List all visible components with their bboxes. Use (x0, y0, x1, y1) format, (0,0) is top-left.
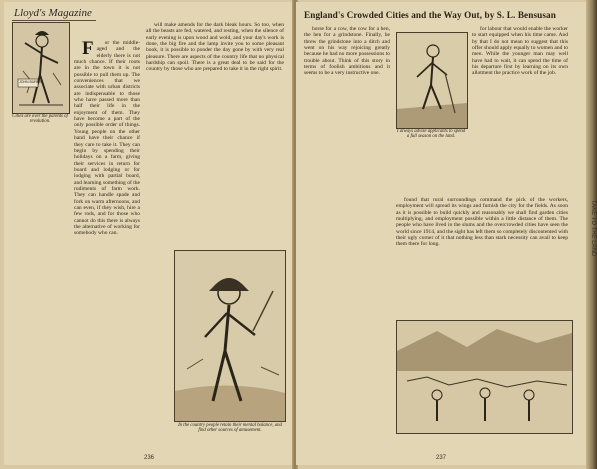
right-column-1 (304, 26, 390, 446)
edge-side-label: TAKE TO THE LAND (590, 200, 596, 257)
right-col2-text: for labour that would enable the worker to start equipped when his time came. And by that I do not mean to suggest that this offer should apply equally to women and to men. While the younger man may well have had to wait, it can spend the time of his departure first by learning on its own allotment the practice work of the job. (472, 26, 568, 77)
right-page (296, 2, 586, 465)
right-col3-text: found that rural surroundings command the pick of the workers, employment will spread its wings and furnish the city for the fields. As soon as it is possible to build quickly and reasonably we shall find garden cities multiplying, and employment possible within a little distance of them. The people who have lived in the slums and the overcrowded cities have seen the world since 1914, and the sight has left them so completely discontented with their ugly corner of it that nothing less than stark necessity can avail to keep them there for long. (396, 197, 568, 248)
illustration-drawing (13, 23, 69, 113)
page-number-left: 236 (144, 455, 155, 461)
illustration-drawing-worker (397, 33, 467, 128)
illustration-drawing-country (175, 251, 285, 421)
figure-caption-worker: I always advise applicants to spend a full season on the land. (396, 129, 466, 140)
figure-caption-country: In the country people retain their mental balance, and find other sources of amusement. (178, 423, 282, 434)
illustration-drawing-street (397, 321, 572, 433)
article-title: England's Crowded Cities and the Way Out, by S. L. Bensusan (304, 10, 556, 20)
left-col2-text: will make amends for the dark bleak hours. So too, when all the beasts are fed, watered, and resting, when the silence of early evening is upon wood and wold, and your day's work is done, the big fire and the lamp invite you to some pleasant book, it is possible to ponder the day gone by with very real pleasure. There are aspects of the country life that no physical hardship can spoil. There is a great deal to be said for the country by those who are prepared to take it in the right spirit. (146, 22, 284, 73)
left-column-1 (74, 40, 140, 450)
figure-caption-cities: Cities are over the parents of revolution. (12, 114, 68, 125)
illustration-country-people (174, 250, 286, 422)
left-page (4, 2, 294, 465)
right-column-3 (396, 197, 568, 307)
left-col1-text: or the middle-aged and the elderly there is not much chance. If their roots are in the town it is not possible to pull them up. The conveniences that we associate with urban districts are indispensable to those who have passed more than half their life in the enjoyment of them. They have become a part of the only possible order of things. Young people on the other hand have their chance if they care to take it. They can begin by spending their holidays on a farm, giving their services in return for board and lodging or for lodging with partial board, and learning something of the rudiments of farm work. They can handle spade and fork on warm afternoons, and can even, if they wish, hire a few rods, and for those who cannot do this there is always the alternative of working for somebody who can. (74, 40, 140, 237)
illustration-cities-revolution (12, 22, 70, 114)
right-col1-text: horse for a cow, the cow for a hen, the hen for a grindstone. Finally, he threw the grindstone into a ditch and went on his way rejoicing greatly because he had no more possessions to trouble about. Think of this story in terms of foolish ambitions and it seems to be a very instructive one. (304, 26, 390, 77)
left-column-2 (146, 22, 284, 242)
page-number-right: 237 (436, 455, 447, 461)
magazine-masthead: Lloyd's Magazine (14, 7, 92, 19)
illustration-crowd-street (396, 320, 573, 434)
right-column-2 (472, 26, 568, 196)
illustration-field-worker (396, 32, 468, 129)
drop-cap: F (82, 38, 94, 59)
illustration-sign-label: JOHN BURNS (19, 80, 42, 84)
